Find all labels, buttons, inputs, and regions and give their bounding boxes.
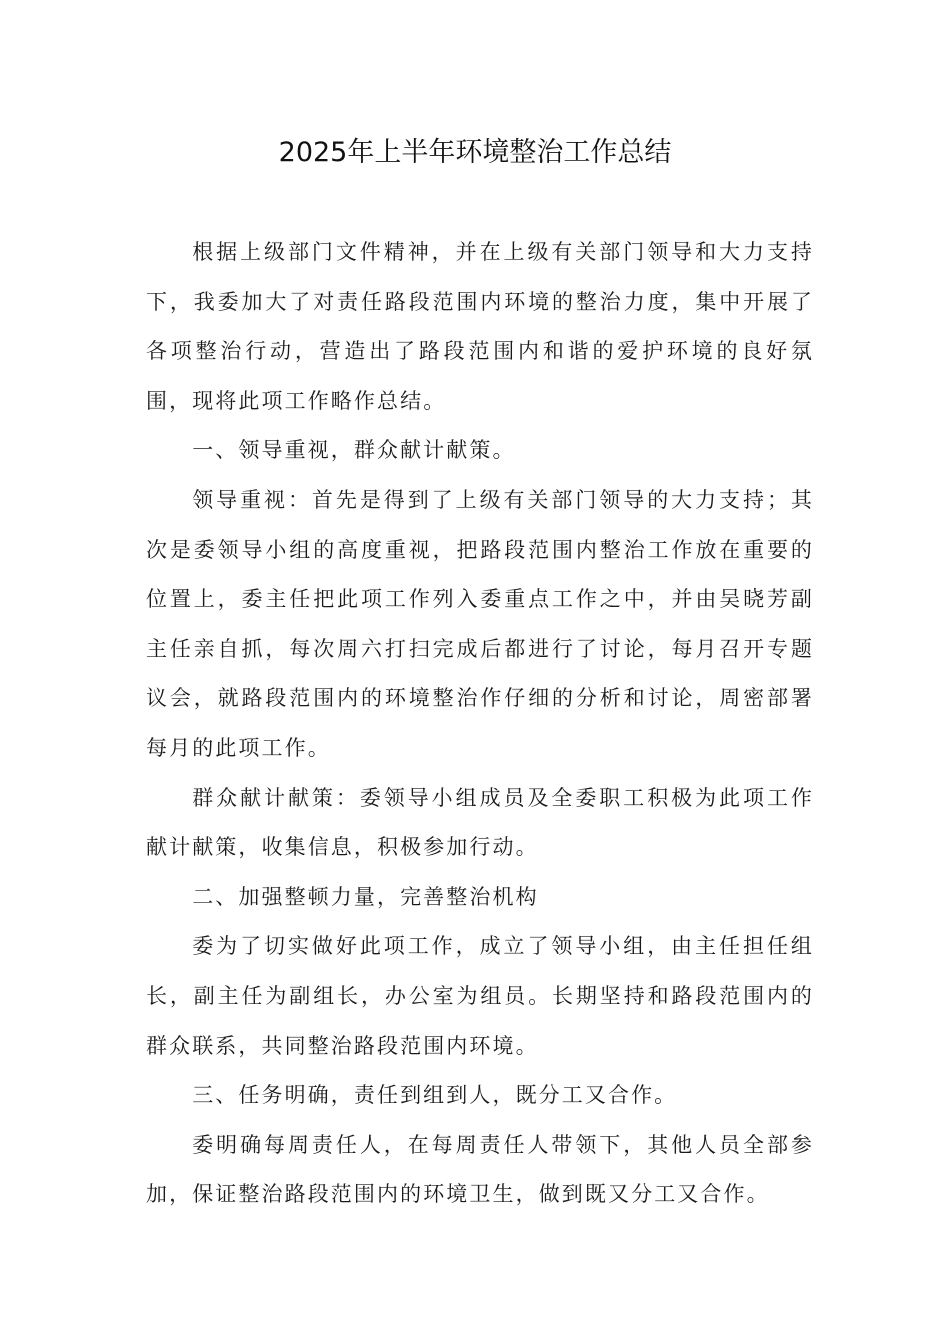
paragraph-leadership: 领导重视：首先是得到了上级有关部门领导的大力支持；其次是委领导小组的高度重视，把路段范围内整治工作放在重要的位置上，委主任把此项工作列入委重点工作之中，并由吴晓芳副主任亲自抓，每次周六打扫完成后都进行了讨论，每月召开专题议会，就路段范围内的环境整治作仔细的分析和讨论，周密部署每月的此项工作。 — [146, 487, 814, 760]
paragraph-responsibility: 委明确每周责任人，在每周责任人带领下，其他人员全部参加，保证整治路段范围内的环境卫生，做到既又分工又合作。 — [146, 1132, 814, 1207]
section-heading-1: 一、领导重视，群众献计献策。 — [192, 438, 516, 463]
paragraph-intro: 根据上级部门文件精神，并在上级有关部门领导和大力支持下，我委加大了对责任路段范围内环境的整治力度，集中开展了各项整治行动，营造出了路段范围内和谐的爱护环境的良好氛围，现将此项工作略作总结。 — [146, 240, 814, 413]
paragraph-organization: 委为了切实做好此项工作，成立了领导小组，由主任担任组长，副主任为副组长，办公室为组员。长期坚持和路段范围内的群众联系，共同整治路段范围内环境。 — [146, 934, 814, 1058]
document-title: 2025年上半年环境整治工作总结 — [278, 137, 672, 168]
paragraph-public-advice: 群众献计献策：委领导小组成员及全委职工积极为此项工作献计献策，收集信息，积极参加行动。 — [146, 785, 814, 860]
section-heading-3: 三、任务明确，责任到组到人，既分工又合作。 — [192, 1083, 678, 1108]
section-heading-2: 二、加强整顿力量，完善整治机构 — [192, 884, 539, 909]
document-body — [146, 228, 814, 1220]
